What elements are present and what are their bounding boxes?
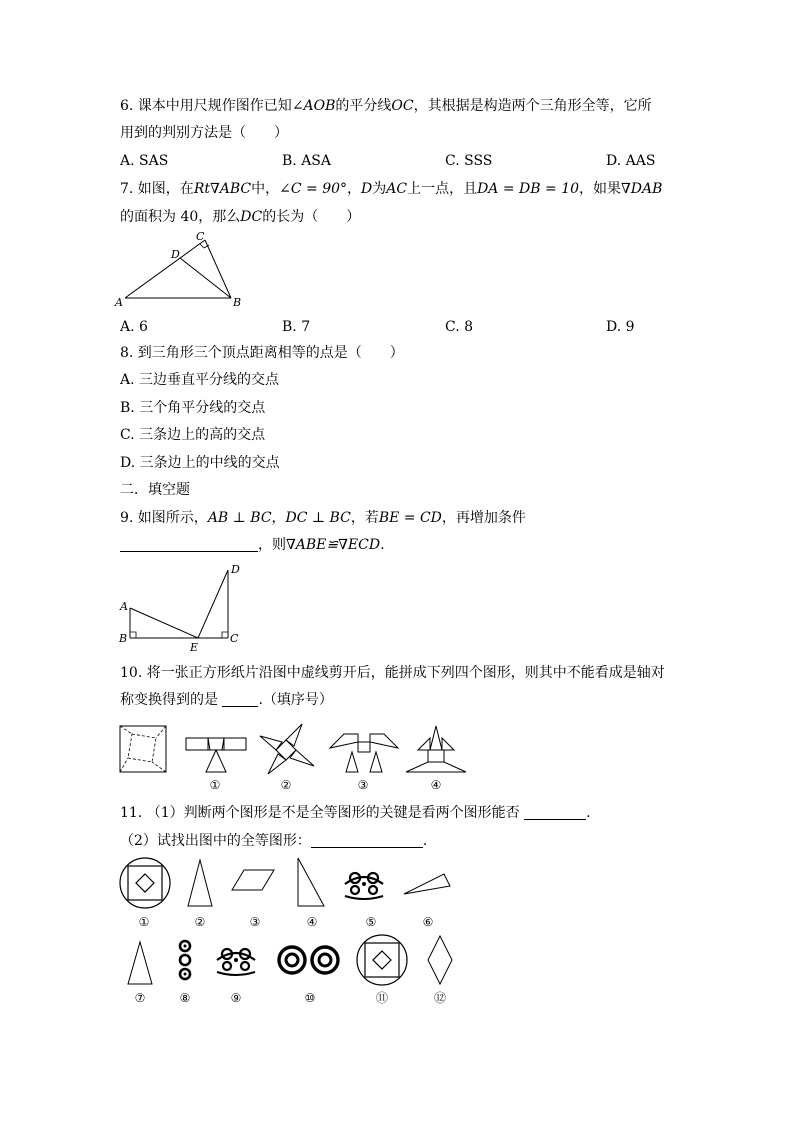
q9-label-b: B: [119, 632, 128, 645]
q11-figure-4: [298, 858, 324, 906]
q11-figures-row2: [118, 932, 458, 988]
q11-caption-6: ⑥: [422, 915, 434, 929]
q7-label-c: C: [196, 230, 205, 243]
q9-label-a: A: [120, 600, 128, 613]
q10-figures: [118, 722, 458, 782]
q10-caption-1: ①: [209, 778, 221, 792]
q10-caption-3: ③: [357, 778, 369, 792]
q10-figure-1: [186, 738, 246, 772]
q11-figures-row1: [118, 856, 458, 912]
q6-math-angle: ∠AOB: [291, 98, 336, 114]
q11-line1: 11. （1）判断两个图形是不是全等图形的关键是看两个图形能否 .: [120, 805, 591, 821]
q9-line2: ，则∇ABE≌∇ECD.: [120, 535, 385, 555]
q11-caption-1: ①: [138, 915, 150, 929]
q7-label-b: B: [233, 296, 242, 309]
q11-caption-2: ②: [194, 915, 206, 929]
q8-option-a: A. 三边垂直平分线的交点: [120, 372, 280, 388]
q11-answer-blank-2[interactable]: [311, 833, 423, 848]
q11-figure-8-spiral: [180, 941, 190, 979]
q11-caption-4: ④: [306, 915, 318, 929]
q9-answer-blank[interactable]: [120, 537, 258, 552]
q10-line1: 10. 将一张正方形纸片沿图中虚线剪开后，能拼成下列四个图形，则其中不能看成是轴对: [120, 665, 665, 681]
q11-figure-7: [128, 942, 152, 984]
q11-caption-8: ⑧: [179, 991, 191, 1005]
q11-caption-11: ⑪: [375, 991, 388, 1005]
q6-option-c: C. SSS: [445, 153, 493, 169]
q6-option-b: B. ASA: [282, 153, 331, 169]
q11-caption-3: ③: [249, 915, 261, 929]
q10-line2: 称变换得到的是 .（填序号）: [120, 692, 333, 708]
q10-figure-3: [330, 734, 398, 772]
q11-figure-10-spirals: [279, 947, 338, 973]
q11-caption-10: ⑩: [304, 991, 316, 1005]
q6-line2: 用到的判别方法是（ ）: [120, 125, 288, 141]
q10-caption-4: ④: [430, 778, 442, 792]
q11-answer-blank-1[interactable]: [524, 805, 586, 820]
q8-option-b: B. 三个角平分线的交点: [120, 400, 266, 416]
q7-label-d: D: [171, 248, 180, 261]
q8-option-d: D. 三条边上的中线的交点: [120, 455, 280, 471]
q9-label-e: E: [190, 641, 199, 654]
q11-caption-9: ⑨: [230, 991, 242, 1005]
q10-figure-4: [406, 726, 466, 772]
q11-line2: （2）试找出图中的全等图形： .: [120, 833, 428, 849]
q7-option-d: D. 9: [606, 319, 635, 335]
q8-stem: 8. 到三角形三个顶点距离相等的点是（ ）: [120, 345, 404, 361]
q7-option-b: B. 7: [282, 319, 311, 335]
q6-math-oc: OC: [391, 98, 414, 114]
q11-figure-5-ornament: [345, 873, 383, 899]
q7-option-a: A. 6: [120, 319, 148, 335]
q6-option-a: A. SAS: [120, 153, 169, 169]
q9-line1: 9. 如图所示，AB ⊥ BC，DC ⊥ BC，若BE = CD，再增加条件: [120, 510, 526, 526]
q11-figure-2: [188, 860, 212, 906]
section-title: 二．填空题: [120, 482, 190, 498]
q6-option-d: D. AAS: [606, 153, 656, 169]
q11-caption-7: ⑦: [134, 991, 146, 1005]
q9-label-c: C: [230, 632, 239, 645]
q9-figure: [118, 562, 248, 652]
q11-figure-6: [404, 874, 450, 894]
q11-figure-11: [357, 935, 407, 985]
q7-triangle-figure: [115, 230, 250, 315]
q7-line1: 7. 如图，在Rt∇ABC中，∠C = 90°，D为AC上一点，且DA = DB = 10，如果∇DAB: [120, 181, 663, 197]
q11-caption-12: ⑫: [433, 991, 446, 1005]
q10-answer-blank[interactable]: [222, 692, 258, 707]
q9-label-d: D: [231, 563, 240, 576]
q11-figure-1: [120, 858, 170, 908]
q7-line2: 的面积为 40，那么DC的长为（ ）: [120, 209, 361, 225]
q6-line1: 6. 课本中用尺规作图作已知∠AOB的平分线OC，其根据是构造两个三角形全等，它所: [120, 98, 652, 114]
q11-caption-5: ⑤: [365, 915, 377, 929]
q11-figure-3: [232, 870, 274, 890]
q10-caption-2: ②: [280, 778, 292, 792]
q7-option-c: C. 8: [445, 319, 474, 335]
q11-figure-12: [428, 936, 452, 984]
q8-option-c: C. 三条边上的高的交点: [120, 427, 266, 443]
q11-figure-9-ornament: [217, 949, 255, 975]
q7-label-a: A: [115, 296, 123, 309]
q10-square-figure: [120, 726, 166, 772]
q10-figure-2: [260, 724, 314, 774]
